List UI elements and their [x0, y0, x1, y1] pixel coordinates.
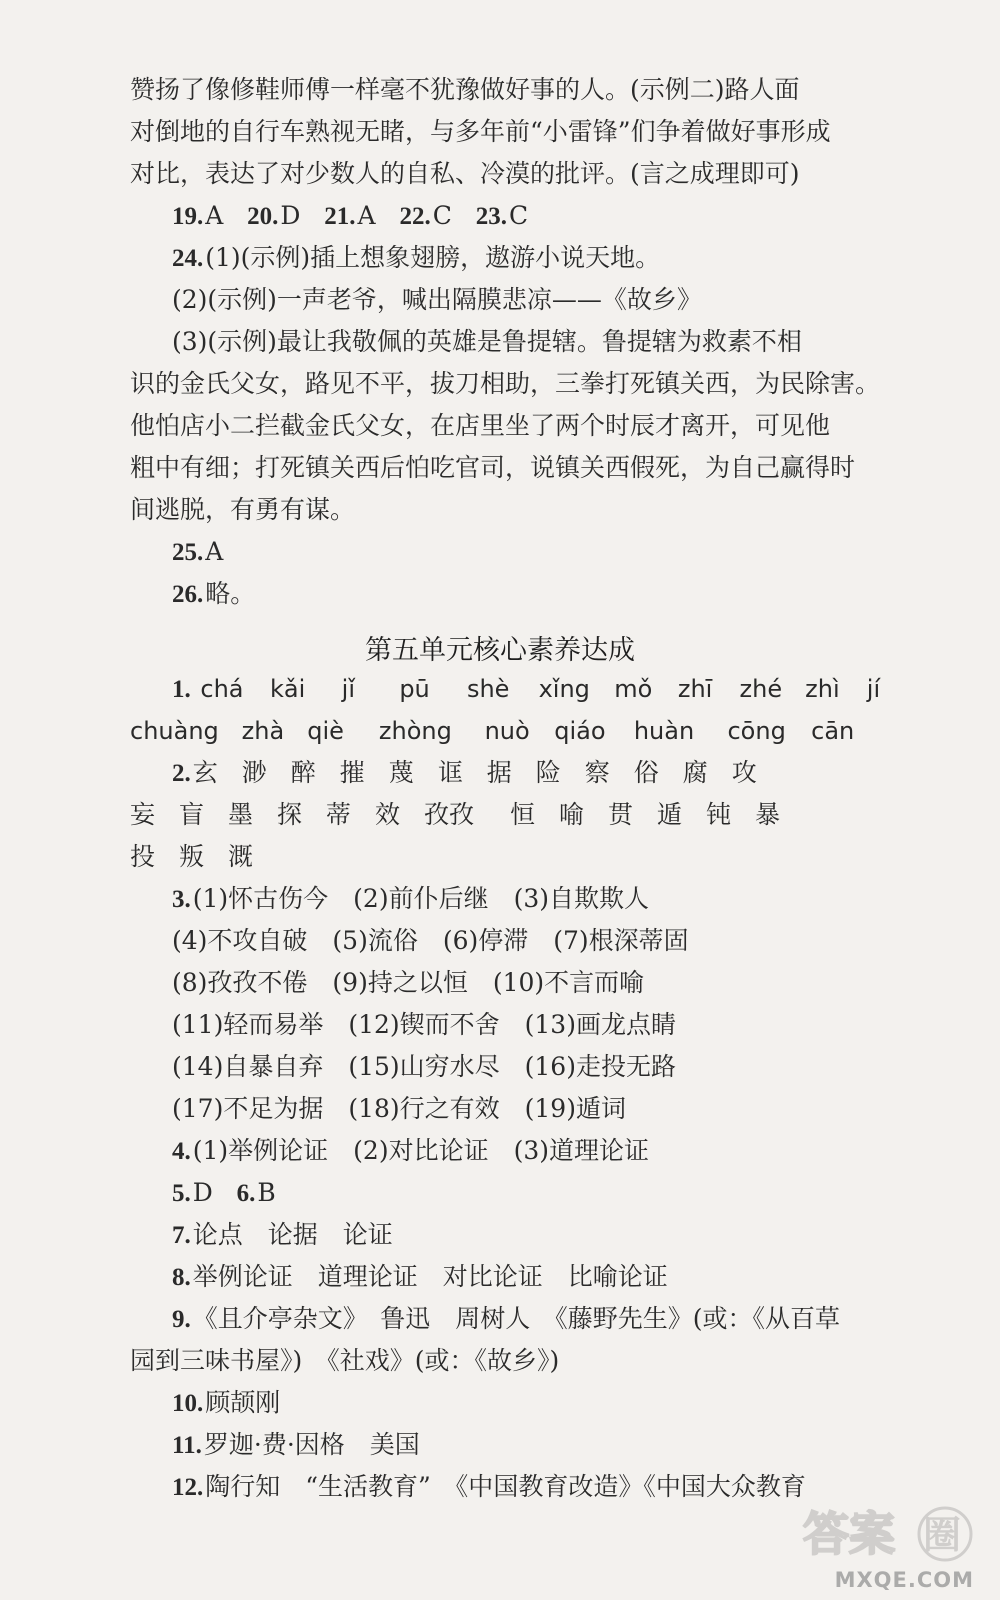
q23-num: 23. [475, 203, 507, 230]
q8-text: 举例论证 道理论证 对比论证 比喻论证 [192, 1262, 668, 1291]
pinyin: shè [466, 675, 510, 703]
q24-part3-line3: 他怕店小二拦截金氏父女，在店里坐了两个时辰才离开，可见他 [130, 411, 831, 440]
q22-answer: C [432, 201, 452, 230]
answers-19-23 [172, 200, 528, 233]
q25-num: 25. [172, 539, 204, 566]
q11-text: 罗迦·费·因格 美国 [203, 1430, 420, 1459]
q25-answer: A [205, 537, 224, 566]
q24-part1 [172, 242, 660, 275]
q3-row1-text: (1)怀古伤今 (2)前仆后继 (3)自欺欺人 [192, 884, 649, 913]
q4 [172, 1135, 649, 1168]
character: 墨 [228, 800, 254, 829]
q7-text: 论点 论据 论证 [192, 1220, 393, 1249]
q26-num: 26. [172, 581, 204, 608]
q22-num: 22. [399, 203, 431, 230]
q6-answer: B [257, 1178, 276, 1207]
q1-pinyin-row1 [172, 673, 880, 706]
q19-num: 19. [172, 203, 204, 230]
q25 [172, 536, 223, 569]
q2-row3 [130, 841, 277, 873]
q5-num: 5. [172, 1180, 191, 1207]
pinyin: pū [399, 675, 430, 703]
q26-answer: 略。 [205, 579, 256, 608]
q8-num: 8. [172, 1264, 191, 1291]
q3-row4: (11)轻而易举 (12)锲而不舍 (13)画龙点睛 [172, 1010, 676, 1039]
q8 [172, 1261, 668, 1294]
character: 妄 [130, 800, 156, 829]
q6-num: 6. [236, 1180, 256, 1207]
character: 醉 [290, 758, 316, 787]
q24-part1-text: (1)(示例)插上想象翅膀，遨游小说天地。 [205, 243, 661, 272]
pinyin: jí [866, 675, 881, 703]
character: 探 [277, 800, 303, 829]
q20-answer: D [280, 201, 301, 230]
continued-line-3: 对比，表达了对少数人的自私、冷漠的批评。(言之成理即可) [130, 159, 800, 188]
pinyin: chá [200, 675, 244, 703]
q11-num: 11. [172, 1432, 202, 1459]
q3-row3: (8)孜孜不倦 (9)持之以恒 (10)不言而喻 [172, 968, 645, 997]
character: 俗 [633, 758, 659, 787]
q10-num: 10. [172, 1390, 204, 1417]
continued-line-1: 赞扬了像修鞋师傅一样毫不犹豫做好事的人。(示例二)路人面 [130, 75, 800, 104]
pinyin: nuò [484, 717, 530, 745]
pinyin: zhī [677, 675, 713, 703]
q4-text: (1)举例论证 (2)对比论证 (3)道理论证 [192, 1136, 649, 1165]
q9-line2: 园到三味书屋》) 《社戏》(或：《故乡》) [130, 1346, 560, 1375]
q26 [172, 578, 255, 611]
watermark-logo-icon [799, 1498, 974, 1576]
q5-q6 [172, 1177, 276, 1210]
character: 诓 [437, 758, 463, 787]
q24-num: 24. [172, 245, 204, 272]
pinyin: qiè [307, 717, 344, 745]
q24-part3-line2: 识的金氏父女，路见不平，拔刀相助，三拳打死镇关西，为民除害。 [130, 369, 881, 398]
q1-num: 1. [172, 676, 191, 703]
section-title: 第五单元核心素养达成 [365, 635, 635, 666]
character: 投 [130, 842, 156, 871]
character: 据 [486, 758, 512, 787]
pinyin: zhé [739, 675, 783, 703]
q7-num: 7. [172, 1222, 191, 1249]
pinyin: qiáo [554, 717, 606, 745]
pinyin: mǒ [614, 675, 653, 703]
q9-num: 9. [172, 1306, 191, 1333]
character: 恒 [510, 800, 536, 829]
q24-part3-line1: (3)(示例)最让我敬佩的英雄是鲁提辖。鲁提辖为救素不相 [172, 327, 802, 356]
q11 [172, 1429, 420, 1462]
q2-row2 [130, 799, 804, 831]
character: 蒂 [326, 800, 352, 829]
q10 [172, 1387, 280, 1420]
character: 钝 [706, 800, 732, 829]
q24-part2: (2)(示例)一声老爷，喊出隔膜悲凉——《故乡》 [172, 285, 702, 314]
character: 喻 [559, 800, 585, 829]
character: 暴 [755, 800, 781, 829]
continued-line-2: 对倒地的自行车熟视无睹，与多年前“小雷锋”们争着做好事形成 [130, 117, 831, 146]
q24-part3-line5: 间逃脱，有勇有谋。 [130, 495, 356, 524]
character: 腐 [682, 758, 708, 787]
q1-pinyin-row2 [130, 715, 854, 747]
q9-line1-text: 《且介亭杂文》 鲁迅 周树人 《藤野先生》(或：《从百草 [192, 1304, 841, 1333]
q2-num: 2. [172, 760, 191, 787]
q3-row1 [172, 883, 649, 916]
q4-num: 4. [172, 1138, 191, 1165]
q12-num: 12. [172, 1474, 204, 1501]
q23-answer: C [508, 201, 529, 230]
q20-num: 20. [247, 203, 279, 230]
character: 攻 [731, 758, 757, 787]
watermark-domain: MXQE.COM [834, 1568, 974, 1592]
q3-num: 3. [172, 886, 191, 913]
pinyin: chuàng [130, 717, 219, 745]
q21-answer: A [357, 201, 376, 230]
character: 险 [535, 758, 561, 787]
q12-text: 陶行知 “生活教育” 《中国教育改造》《中国大众教育 [205, 1472, 806, 1501]
pinyin: xǐng [538, 675, 590, 703]
character: 摧 [339, 758, 365, 787]
character: 渺 [241, 758, 267, 787]
pinyin: jǐ [341, 675, 356, 703]
q10-text: 顾颉刚 [205, 1388, 281, 1417]
q19-answer: A [205, 201, 224, 230]
character: 遁 [657, 800, 683, 829]
q7 [172, 1219, 393, 1252]
character: 贯 [608, 800, 634, 829]
q21-num: 21. [324, 203, 356, 230]
pinyin: cōng [727, 717, 786, 745]
q12 [172, 1471, 806, 1504]
q2-row1 [172, 757, 781, 790]
character: 察 [584, 758, 610, 787]
pinyin: kǎi [270, 675, 306, 703]
q24-part3-line4: 粗中有细；打死镇关西后怕吃官司，说镇关西假死，为自己赢得时 [130, 453, 856, 482]
q3-row5: (14)自暴自弃 (15)山穷水尽 (16)走投无路 [172, 1052, 676, 1081]
character: 蔑 [388, 758, 414, 787]
q9-line1 [172, 1303, 840, 1336]
character: 叛 [179, 842, 205, 871]
pinyin: huàn [633, 717, 695, 745]
svg-text:答案: 答案 [803, 1507, 895, 1561]
pinyin: zhà [241, 717, 285, 745]
pinyin: zhòng [378, 717, 452, 745]
character: 盲 [179, 800, 205, 829]
watermark-logo [799, 1498, 974, 1576]
pinyin: zhì [805, 675, 840, 703]
character: 孜孜 [424, 800, 475, 829]
character: 溉 [228, 842, 254, 871]
q5-answer: D [192, 1178, 213, 1207]
q3-row2: (4)不攻自破 (5)流俗 (6)停滞 (7)根深蒂固 [172, 926, 689, 955]
character: 玄 [192, 758, 218, 787]
svg-text:圈: 圈 [923, 1513, 962, 1557]
q3-row6: (17)不足为据 (18)行之有效 (19)遁词 [172, 1094, 626, 1123]
character: 效 [375, 800, 401, 829]
pinyin: cān [811, 717, 855, 745]
